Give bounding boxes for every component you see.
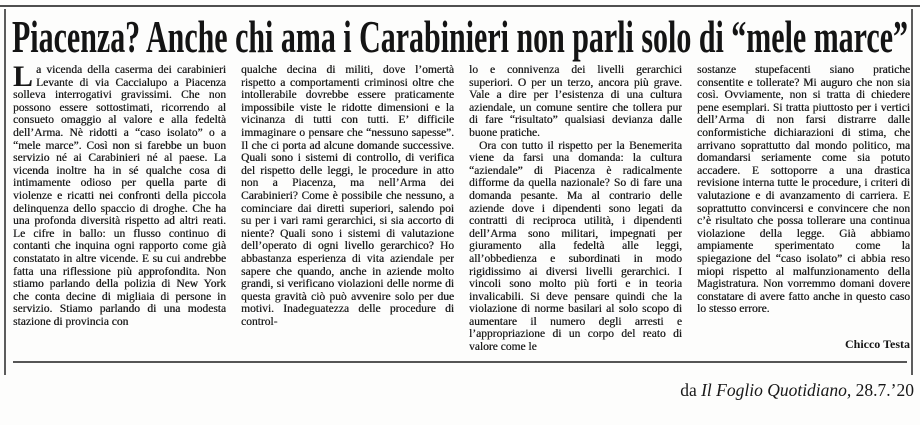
- paragraph: qualche decina di militi, dove l’omertà rispetto a comportamenti criminosi oltre che intollerabile dovrebbe essere praticamente impossibile viste le ridotte dimensioni e la vicinanza di tutti con tutti. E’ difficile immaginare o pensare che “nessuno sapesse”. Il che ci porta ad alcune domande successive. Quali sono i sistemi di controllo, di verifica del rispetto delle leggi, le procedure in atto non a Piacenza, ma nell’Arma dei Carabinieri? Come è possibile che nessuno, a cominciare dai diretti superiori, salendo poi su per i vari rami gerarchici, si sia accorto di niente? Quali sono i sistemi di valutazione dell’operato di ogni livello gerarchico? Ho abbastanza esperienza di vita aziendale per sapere che quando, anche in aziende molto grandi, si verificano violazioni delle norme di questa gravità ciò può avvenire solo per due motivi. Inadeguatezza delle procedure di control-: [241, 64, 454, 328]
- article-column-3: [469, 64, 682, 356]
- paragraph: Ora con tutto il rispetto per la Benemerita viene da farsi una domanda: la cultura “aziendale” di Piacenza è radicalmente difforme da quella nazionale? So di fare una domanda pesante. Ma al contrario delle aziende dove i dipendenti sono legati da contratti di reciproca utilità, i dipendenti dell’Arma sono militari, impegnati per giuramento alla fedeltà alle leggi, all’obbedienza e subordinati in modo rigidissimo ai diversi livelli gerarchici. I vincoli sono molto più forti e in teoria invalicabili. Si deve pensare quindi che la violazione di norme basilari al solo scopo di aumentare il numero degli arresti e l’appropriazione di un corpo del reato di valore come le: [469, 139, 682, 354]
- article-column-1: [13, 64, 226, 356]
- paragraph-text: a vicenda della caserma dei carabinieri Levante di via Caccialupo a Piacenza solleva interrogativi gravissimi. Che non possono essere sottostimati, ricorrendo al consueto omaggio al valore e alla fedeltà dell’Arma. Nè ridotti a “caso isolato” o a “mele marce”. Così non si farebbe un buon servizio né ai Carabinieri né al paese. La vicenda inoltre ha in sé qualche cosa di intimamente odioso per quella parte di violenze e ricatti nei confronti della piccola delinquenza dello spaccio di droghe. Che ha una profonda diversità rispetto ad altri reati. Le cifre in ballo: un flusso continuo di contanti che inquina ogni rapporto come già constatato in altre vicende. E su cui andrebbe fatta una riflessione più approfondita. Non stiamo parlando della polizia di New York che conta decine di migliaia di persone in servizio. Stiamo parlando di una modesta stazione di provincia con: [13, 64, 226, 328]
- right-border-rule: [911, 9, 913, 375]
- left-border-rule: [4, 9, 6, 375]
- top-rule: [0, 5, 920, 7]
- attribution-source: Il Foglio Quotidiano,: [701, 380, 852, 400]
- paragraph: [13, 64, 226, 328]
- article-column-4: [697, 64, 910, 340]
- headline-container: [12, 12, 908, 64]
- source-attribution: [680, 380, 914, 400]
- paragraph: lo e connivenza dei livelli gerarchici superiori. O per un terzo, ancora più grave. Vale a dire per l’esistenza di una cultura aziendale, un comune sentire che tollera pur di fare “risultato” qualsiasi devianza dalle buone pratiche.: [469, 64, 682, 139]
- bottom-rule: [13, 361, 907, 363]
- article-headline: Piacenza? Anche chi ama i Carabinieri non parli solo di “mele marce”: [12, 12, 908, 62]
- paragraph: sostanze stupefacenti siano pratiche consentite e tollerate? Mi auguro che non sia così. Ovviamente, non si tratta di chiedere pene esemplari. Si tratta piuttosto per i vertici dell’Arma di non farsi distrarre dalle conformistiche dichiarazioni di stima, che arrivano soprattutto dal mondo politico, ma domandarsi seriamente come sia potuto accadere. E sottoporre a una drastica revisione interna tutte le procedure, i criteri di valutazione e di avanzamento di carriera. E soprattutto convincersi e convincere che non c’è risultato che possa tollerare una continua violazione della legge. Già abbiamo ampiamente sperimentato come la spiegazione del “caso isolato” ci abbia reso miopi rispetto al malfunzionamento della Magistratura. Non vorremmo domani dovere constatare di avere fatto anche in questo caso lo stesso errore.: [697, 64, 910, 316]
- article-column-2: [241, 64, 454, 356]
- drop-cap: L: [13, 64, 34, 93]
- attribution-prefix: da: [680, 380, 702, 400]
- attribution-date: 28.7.’20: [851, 380, 914, 400]
- author-byline: Chicco Testa: [844, 337, 910, 351]
